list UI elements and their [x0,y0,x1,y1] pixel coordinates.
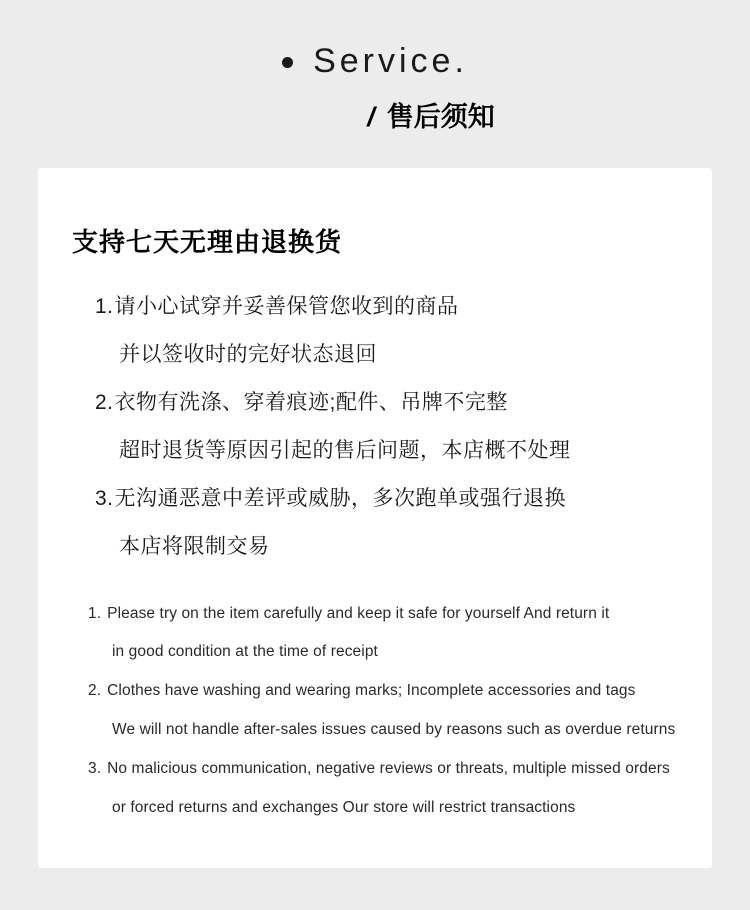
section-subtitle [56,95,750,134]
item-number: 1. [88,604,102,622]
list-line-continued: 本店将限制交易 [119,535,270,559]
list-line [88,682,684,700]
item-text: 无沟通恶意中差评或威胁，多次跑单或强行退换 [114,487,567,511]
list-line-continued: 超时退货等原因引起的售后问题，本店概不处理 [119,439,571,463]
policy-card [38,168,712,868]
item-number: 2. [88,682,102,700]
item-text: Please try on the item carefully and keep it safe for yourself And return it [107,604,610,622]
bullet-icon [282,57,293,68]
list-line [95,391,684,414]
brand-label: Service. [313,42,468,80]
policy-list-en [88,605,684,817]
list-item-cn-2 [95,391,684,462]
item-number: 3. [88,759,102,777]
list-line-continued: 并以签收时的完好状态退回 [119,343,377,367]
slash-mark: / [367,102,375,132]
list-line [95,487,684,510]
list-line-continued: or forced returns and exchanges Our store will restrict transactions [112,798,576,816]
list-line [88,605,684,623]
brand-row [0,42,750,81]
item-text: 衣物有洗涤、穿着痕迹;配件、吊牌不完整 [114,391,508,415]
item-number: 1. [95,295,114,318]
item-number: 3. [95,487,114,511]
item-text: Clothes have washing and wearing marks; Incomplete accessories and tags [107,682,636,700]
list-line-continued: in good condition at the time of receipt [112,643,378,661]
list-line [88,760,684,778]
list-line-continued: We will not handle after-sales issues caused by reasons such as overdue returns [112,721,676,738]
section-header [0,0,750,134]
item-number: 2. [95,391,114,415]
item-text: No malicious communication, negative reviews or threats, multiple missed orders [107,759,670,777]
list-item-cn-3 [95,487,684,558]
policy-title: 支持七天无理由退换货 [72,227,343,257]
list-line [95,295,684,318]
policy-list-cn [95,295,684,559]
item-text: 请小心试穿并妥善保管您收到的商品 [114,295,459,318]
list-item-cn-1 [95,295,684,366]
list-item-en-2 [88,682,684,739]
section-title: 售后须知 [386,102,495,132]
list-item-en-3 [88,760,684,817]
list-item-en-1 [88,605,684,662]
